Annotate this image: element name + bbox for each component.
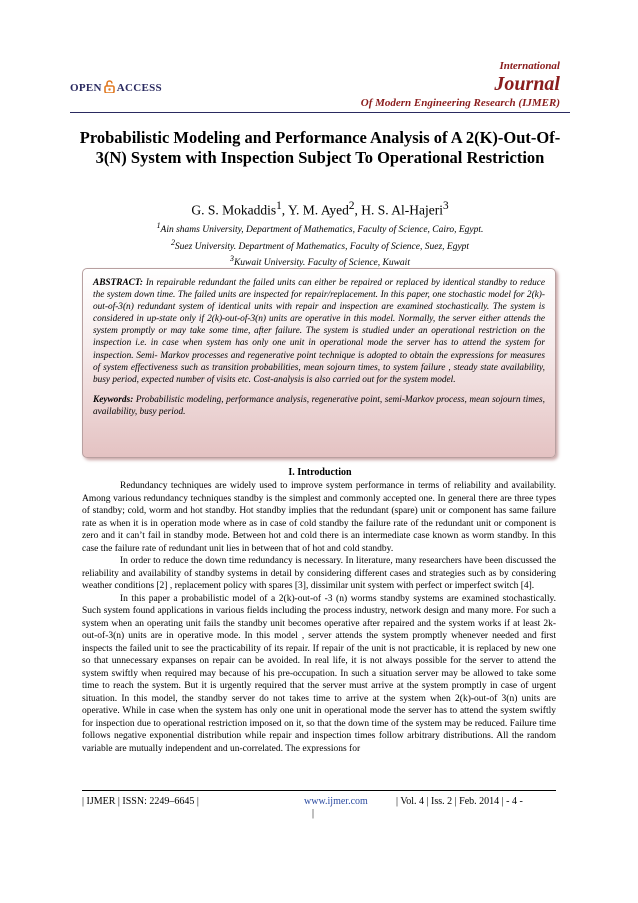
journal-line-3: Of Modern Engineering Research (IJMER) (360, 97, 560, 109)
affiliation-text: Ain shams University, Department of Mathematics, Faculty of Science, Cairo, Egypt. (160, 225, 484, 236)
paragraph: In this paper a probabilistic model of a 2(k)-out-of -3 (n) worms standby systems are examined stochastically. Such system found applications in various fields including the process industry, network design and many more. For such a system when an operating unit fails the standby unit becomes operative after repaired and the system works if at least 2k-out-of-3(n) units are in operative mode. In this model , server attends the system promptly whenever needed and first inspects the failed unit to see the practicability of its repair. If repair of the unit is not practicable, it is replaced by new one so that unnecessary expanses on repair can be avoided. In real life, it is not always possible for the server to attend the system swiftly when required may because of his pre-occupation. In such a situation server may be allowed to take some time to reach the system. But it is urgently required that the server must arrive at the system promptly in case of urgent situation. In this model, the standby server do not takes time to arrive at the system when 2(k)-out-of 3(n) units are operative. While in case when the system has only one unit in operational mode the server has to attend the system swiftly for inspection due to operational restriction imposed on it, so that the down time of the system may be reduced. Failure time follows negative exponential distribution while repair and inspection times follow arbitrary distributions. All the random variable are mutually independent and un-correlated. The expressions for (82, 593, 556, 754)
affiliation-sup: 2 (170, 237, 175, 247)
paragraph: Redundancy techniques are widely used to improve system performance in terms of reliability and availability. Among various redundancy techniques standby is the simplest and commonly accepted one. In general there are three types of standby; cold, worm and hot standby. Hot standby implies that the redundant (spare) unit or component has same failure rate as when it is in operation mode where as in case of cold standby the failure rate of the redundant unit or component is zero and it can’t fail in standby mode. Between hot and cold there is an intermediate case known as worm standby. In this case the failure rate of redundant unit lies in between that of hot and cold standby. (82, 481, 556, 554)
author-name: H. S. Al-Hajeri (361, 202, 443, 218)
keywords-text: Probabilistic modeling, performance analysis, regenerative point, semi-Markov process, mean sojourn times, availability, busy period. (93, 394, 545, 417)
paper-title: Probabilistic Modeling and Performance Analysis of A 2(K)-Out-Of-3(N) System with Inspection Subject To Operational Restriction (79, 128, 561, 167)
footer-issue-info: | Vol. 4 | Iss. 2 | Feb. 2014 | - 4 - (396, 796, 523, 807)
footer-url-link[interactable]: www.ijmer.com (304, 796, 368, 807)
author-sup: 3 (442, 200, 449, 212)
author-name: G. S. Mokaddis (191, 202, 277, 218)
author-sup: 2 (348, 200, 355, 212)
abstract-paragraph (93, 277, 545, 386)
footer-end-bar: | (312, 808, 315, 819)
open-access-logo (70, 80, 162, 94)
section-heading: I. Introduction (288, 467, 352, 478)
abstract-label: ABSTRACT: (93, 278, 143, 288)
abstract-box (82, 268, 556, 458)
journal-header (0, 0, 638, 112)
author-list: G. S. Mokaddis$^1$, Y. M. Ayed$^2$, H. S. Al-Hajeri$^3$ (191, 200, 449, 218)
affiliation (70, 237, 570, 254)
footer-rule (82, 790, 556, 791)
paragraph: In order to reduce the down time redundancy is necessary. In literature, many researchers have been discussed the reliability and availability of standby systems in detail by considering different cases and strategies such as by considering weather conditions [2] , replacement policy with spares [3], dissimilar unit system with perfect or imperfect switch [4]. (82, 556, 556, 591)
open-access-right-text: ACCESS (116, 82, 162, 94)
author-name: Y. M. Ayed (288, 202, 349, 218)
journal-line-1: International (499, 60, 560, 72)
affiliation-sup: 3 (230, 254, 234, 264)
header-rule (70, 112, 570, 113)
affiliation (70, 220, 570, 237)
affiliation-list (70, 220, 570, 270)
author-sup: 1 (276, 200, 282, 212)
journal-line-2: Journal (494, 73, 560, 95)
affiliation-text: Kuwait University. Faculty of Science, Kuwait (233, 258, 410, 269)
keywords-paragraph (93, 394, 545, 418)
body-text (82, 480, 556, 755)
affiliation-sup: 1 (156, 221, 161, 230)
keywords-label: Keywords: (93, 394, 134, 405)
open-access-left-text: OPEN (70, 82, 102, 94)
footer-journal-info: | IJMER | ISSN: 2249–6645 | (82, 796, 199, 807)
open-lock-icon (104, 80, 115, 93)
abstract-text: In repairable redundant the failed units can either be repaired or replaced by identical standby to reduce the system down time. The failed units are inspected for repair/replacement. In this paper, one stochastic model for 2(k)-out-of-3(n) redundant system of identical units with repair and inspection are examined stochastically. The system is considered in up-state only if 2(k)-out-of-3(n) units are operative in this model. Normally, the server either attends the system promptly or may take some time, after failure. The system is studied under an operational restriction on the inspection i.e. in case when system has only one unit in operational mode the server has to attend the system for inspection. Semi- Markov processes and regenerative point technique is adopted to obtain the expressions for measures of system effectiveness such as transition probabilities, mean sojourn times, to system failure , steady state availability, busy period, expected number of visits etc. Cost-analysis is also carried out for the system model. (93, 278, 545, 385)
affiliation-text: Suez University. Department of Mathematics, Faculty of Science, Suez, Egypt (174, 241, 470, 252)
